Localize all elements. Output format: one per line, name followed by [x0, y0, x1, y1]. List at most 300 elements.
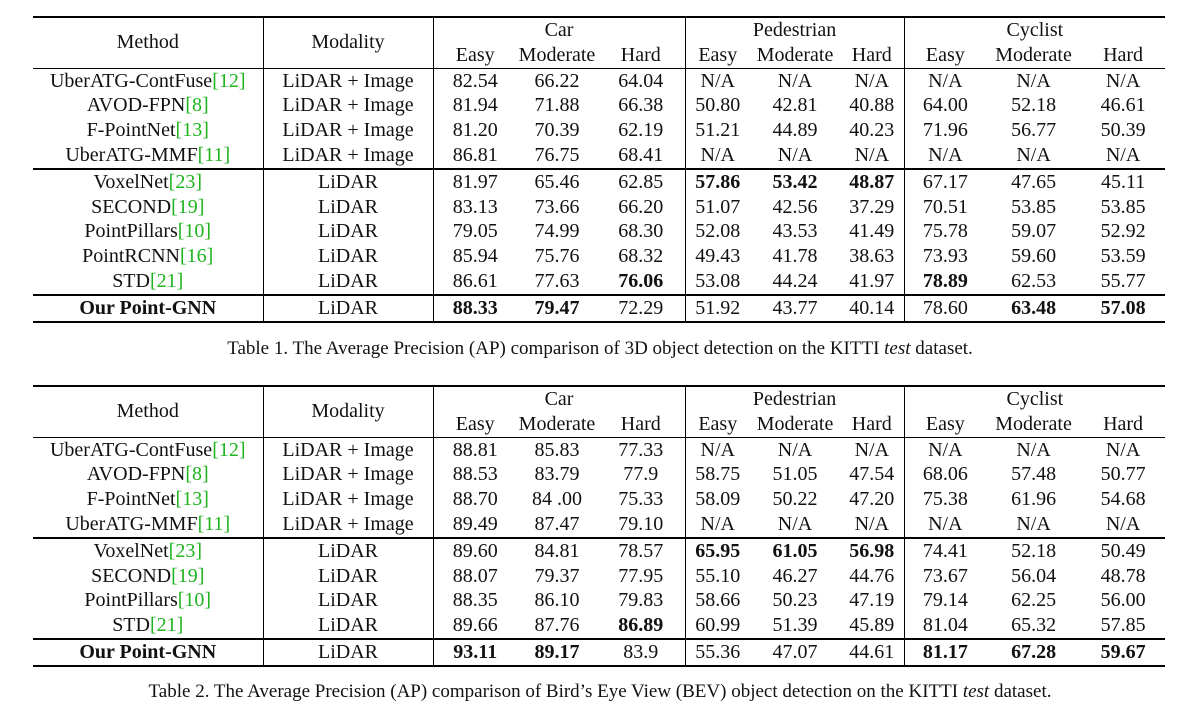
method-name: STD — [112, 614, 150, 637]
value-cell: 85.94 — [433, 244, 517, 269]
value-cell: 84 .00 — [532, 488, 582, 511]
value-cell: 57.86 — [685, 169, 750, 195]
method-name: PointPillars — [84, 220, 178, 243]
value-cell: N/A — [685, 512, 750, 538]
table-1-caption — [0, 338, 1200, 360]
value-cell: 65.95 — [685, 538, 750, 564]
value-cell: 62.19 — [618, 119, 664, 142]
value-cell: N/A — [986, 68, 1081, 93]
value-cell: 76.75 — [534, 143, 580, 166]
header-row-groups — [33, 386, 1165, 412]
value-cell: 81.17 — [904, 639, 986, 666]
table-row — [33, 437, 1165, 462]
value-cell: 70.51 — [904, 195, 986, 220]
value-cell: 84.81 — [517, 538, 597, 564]
value-cell: 68.30 — [618, 220, 664, 243]
method-name: F-PointNet — [86, 488, 176, 511]
value-cell: 75.76 — [534, 245, 580, 268]
citation-link[interactable]: [19] — [171, 195, 205, 218]
value-cell: 77.95 — [618, 564, 664, 587]
value-cell: 78.60 — [904, 295, 986, 322]
method-name: PointRCNN — [82, 245, 180, 268]
value-cell: N/A — [685, 437, 750, 462]
citation-link[interactable]: [23] — [168, 539, 202, 562]
value-cell: N/A — [1081, 437, 1165, 462]
value-cell: 67.28 — [986, 639, 1081, 666]
group-header-car: Car — [433, 17, 685, 43]
method-name: VoxelNet — [93, 539, 169, 562]
caption-italic: test — [884, 338, 911, 359]
value-cell: 51.07 — [685, 195, 750, 220]
value-cell: N/A — [904, 437, 986, 462]
value-cell: N/A — [904, 68, 986, 93]
value-cell: 51.05 — [772, 463, 818, 486]
method-name: VoxelNet — [93, 170, 169, 193]
value-cell: N/A — [1105, 512, 1141, 535]
value-cell: 81.97 — [433, 169, 517, 195]
method-name: UberATG-ContFuse — [49, 438, 213, 461]
modality-cell: LiDAR + Image — [263, 143, 433, 169]
value-cell: 48.87 — [840, 169, 904, 195]
value-cell: 77.33 — [597, 437, 685, 462]
value-cell: 68.41 — [618, 143, 664, 166]
method-cell — [33, 169, 263, 195]
value-cell: 74.99 — [534, 220, 580, 243]
column-header-cyclist-easy: Easy — [904, 43, 986, 68]
value-cell: N/A — [1016, 143, 1051, 166]
value-cell: 53.85 — [1011, 195, 1057, 218]
method-name: Our Point-GNN — [79, 296, 217, 319]
value-cell: N/A — [904, 143, 986, 169]
value-cell: 86.89 — [618, 614, 664, 637]
value-cell: 58.75 — [685, 462, 750, 487]
citation-link[interactable]: [19] — [171, 564, 205, 587]
table-row — [33, 538, 1165, 564]
column-header-cyclist-easy: Easy — [904, 412, 986, 437]
method-cell — [33, 564, 263, 589]
value-cell: 75.33 — [618, 488, 664, 511]
column-header-modality: Modality — [263, 17, 433, 68]
value-cell: 79.14 — [904, 588, 986, 613]
method-cell — [33, 118, 263, 143]
value-cell: N/A — [1016, 512, 1051, 535]
value-cell: 51.21 — [685, 118, 750, 143]
value-cell: 56.98 — [840, 538, 904, 564]
value-cell: 78.89 — [904, 269, 986, 295]
table-row — [33, 143, 1165, 169]
table-row — [33, 269, 1165, 295]
value-cell: 52.18 — [986, 538, 1081, 564]
value-cell: 66.22 — [517, 68, 597, 93]
value-cell: 81.94 — [433, 93, 517, 118]
value-cell: 68.32 — [618, 245, 664, 268]
table-row — [33, 487, 1165, 512]
value-cell: N/A — [1105, 143, 1141, 166]
method-cell — [33, 538, 263, 564]
value-cell: 44.89 — [772, 119, 818, 142]
column-header-cyclist-moderate: Moderate — [995, 43, 1072, 66]
citation-link[interactable]: [8] — [185, 463, 209, 486]
modality-cell: LiDAR + Image — [263, 93, 433, 118]
modality-cell: LiDAR + Image — [263, 68, 433, 93]
value-cell: 79.37 — [534, 564, 580, 587]
value-cell: 71.88 — [534, 94, 580, 117]
value-cell: N/A — [750, 437, 840, 462]
citation-link[interactable]: [21] — [149, 269, 184, 292]
value-cell: 67.17 — [904, 169, 986, 195]
value-cell: 43.77 — [750, 295, 840, 322]
modality-cell: LiDAR — [263, 564, 433, 589]
citation-link[interactable]: [13] — [175, 488, 209, 511]
value-cell: 88.81 — [433, 437, 517, 462]
table-row — [33, 195, 1165, 220]
value-cell: 44.61 — [840, 639, 904, 666]
method-name: STD — [112, 269, 150, 292]
value-cell: N/A — [685, 68, 750, 93]
column-header-pedestrian-easy: Easy — [685, 43, 750, 68]
value-cell: 47.20 — [849, 488, 895, 511]
value-cell: 86.10 — [534, 589, 580, 612]
column-header-car-easy: Easy — [433, 412, 517, 437]
method-cell — [33, 143, 263, 169]
method-cell — [33, 613, 263, 639]
modality-cell: LiDAR — [263, 244, 433, 269]
group-header-pedestrian: Pedestrian — [685, 386, 904, 412]
value-cell: 63.48 — [986, 295, 1081, 322]
value-cell: 73.67 — [904, 564, 986, 589]
group-header-car: Car — [433, 386, 685, 412]
modality-cell: LiDAR + Image — [263, 118, 433, 143]
modality-cell: LiDAR + Image — [263, 437, 433, 462]
value-cell: 71.96 — [904, 118, 986, 143]
method-name: UberATG-ContFuse — [49, 69, 213, 92]
table-2-grid — [33, 385, 1165, 667]
table-row — [33, 169, 1165, 195]
modality-cell: LiDAR + Image — [263, 487, 433, 512]
header-row-groups — [33, 17, 1165, 43]
value-cell: 88.35 — [433, 588, 517, 613]
method-cell — [33, 295, 263, 322]
value-cell: N/A — [777, 512, 813, 535]
modality-cell: LiDAR — [263, 219, 433, 244]
method-name: F-PointNet — [86, 119, 176, 142]
value-cell: 47.07 — [750, 639, 840, 666]
method-name: AVOD-FPN — [86, 94, 186, 117]
column-header-car-hard: Hard — [620, 43, 661, 66]
value-cell: 42.81 — [772, 94, 818, 117]
table-row — [33, 564, 1165, 589]
value-cell: 55.10 — [685, 564, 750, 589]
value-cell: 62.25 — [1011, 589, 1057, 612]
value-cell: 50.77 — [1100, 463, 1146, 486]
value-cell: 75.78 — [904, 219, 986, 244]
citation-link[interactable]: [10] — [177, 589, 212, 612]
modality-cell: LiDAR + Image — [263, 462, 433, 487]
table-1-grid — [33, 16, 1165, 323]
value-cell: N/A — [904, 512, 986, 538]
value-cell: 38.63 — [849, 245, 895, 268]
citation-link[interactable]: [16] — [179, 245, 214, 268]
value-cell: 86.61 — [433, 269, 517, 295]
citation-link[interactable]: [21] — [149, 614, 184, 637]
value-cell: 47.65 — [986, 169, 1081, 195]
value-cell: 56.77 — [1011, 119, 1057, 142]
column-header-pedestrian-easy: Easy — [685, 412, 750, 437]
method-cell — [33, 462, 263, 487]
column-header-car-moderate: Moderate — [518, 43, 596, 66]
table-row — [33, 93, 1165, 118]
method-name: SECOND — [91, 195, 172, 218]
value-cell: 44.76 — [849, 564, 895, 587]
value-cell: 89.60 — [433, 538, 517, 564]
value-cell: 37.29 — [849, 195, 895, 218]
citation-link[interactable]: [13] — [175, 119, 209, 142]
value-cell: 83.9 — [597, 639, 685, 666]
method-name: PointPillars — [84, 589, 178, 612]
value-cell: N/A — [840, 68, 904, 93]
value-cell: N/A — [777, 143, 813, 166]
value-cell: 44.24 — [772, 269, 818, 292]
value-cell: 86.81 — [433, 143, 517, 169]
column-header-car-easy: Easy — [433, 43, 517, 68]
value-cell: 41.49 — [849, 220, 895, 243]
value-cell: 46.61 — [1100, 94, 1146, 117]
value-cell: 62.53 — [1011, 269, 1057, 292]
modality-cell: LiDAR — [263, 538, 433, 564]
column-header-pedestrian-moderate: Moderate — [756, 43, 834, 66]
value-cell: 55.77 — [1100, 269, 1146, 292]
value-cell: 87.47 — [534, 512, 580, 535]
value-cell: 52.18 — [1011, 94, 1057, 117]
value-cell: 57.85 — [1100, 614, 1146, 637]
value-cell: N/A — [685, 143, 750, 169]
caption-suffix: dataset. — [910, 338, 973, 359]
value-cell: 61.05 — [750, 538, 840, 564]
value-cell: 68.06 — [904, 462, 986, 487]
modality-cell: LiDAR — [263, 639, 433, 666]
value-cell: 42.56 — [772, 195, 818, 218]
value-cell: 89.66 — [433, 613, 517, 639]
value-cell: 65.46 — [517, 169, 597, 195]
column-header-method: Method — [33, 386, 263, 437]
value-cell: 56.00 — [1100, 589, 1146, 612]
column-header-modality: Modality — [263, 386, 433, 437]
modality-cell: LiDAR — [263, 295, 433, 322]
value-cell: 50.80 — [685, 93, 750, 118]
value-cell: 51.39 — [772, 614, 818, 637]
value-cell: 49.43 — [685, 244, 750, 269]
citation-link[interactable]: [23] — [168, 170, 202, 193]
table-2-caption — [0, 681, 1200, 703]
value-cell: 55.36 — [685, 639, 750, 666]
value-cell: 50.23 — [772, 589, 818, 612]
value-cell: 48.78 — [1100, 564, 1146, 587]
table-1 — [33, 16, 1165, 323]
caption-italic: test — [962, 681, 990, 702]
method-name: SECOND — [91, 564, 172, 587]
value-cell: 59.67 — [1081, 639, 1165, 666]
value-cell: 59.60 — [1011, 245, 1057, 268]
column-header-pedestrian-hard: Hard — [851, 412, 892, 435]
table-row — [33, 219, 1165, 244]
value-cell: 57.48 — [1011, 463, 1057, 486]
value-cell: 75.38 — [904, 487, 986, 512]
value-cell: 59.07 — [1011, 220, 1057, 243]
modality-cell: LiDAR — [263, 269, 433, 295]
value-cell: 77.9 — [623, 463, 659, 486]
citation-link[interactable]: [12] — [212, 438, 246, 461]
value-cell: 64.00 — [904, 93, 986, 118]
table-2 — [33, 385, 1165, 667]
value-cell: 60.99 — [685, 613, 750, 639]
value-cell: N/A — [986, 437, 1081, 462]
value-cell: 72.29 — [597, 295, 685, 322]
value-cell: 52.08 — [685, 219, 750, 244]
value-cell: 58.09 — [685, 487, 750, 512]
modality-cell: LiDAR — [263, 195, 433, 220]
modality-cell: LiDAR — [263, 613, 433, 639]
group-header-pedestrian: Pedestrian — [685, 17, 904, 43]
citation-link[interactable]: [10] — [177, 220, 212, 243]
table-row — [33, 244, 1165, 269]
value-cell: N/A — [854, 143, 890, 166]
group-header-cyclist: Cyclist — [904, 17, 1165, 43]
value-cell: 53.85 — [1100, 195, 1146, 218]
column-header-method: Method — [33, 17, 263, 68]
value-cell: N/A — [840, 437, 904, 462]
value-cell: 87.76 — [534, 614, 580, 637]
value-cell: 54.68 — [1100, 488, 1146, 511]
value-cell: 45.11 — [1081, 169, 1165, 195]
value-cell: 89.49 — [433, 512, 517, 538]
modality-cell: LiDAR — [263, 588, 433, 613]
table-row — [33, 588, 1165, 613]
method-cell — [33, 68, 263, 93]
value-cell: 61.96 — [1011, 488, 1057, 511]
value-cell: 88.33 — [433, 295, 517, 322]
table-row — [33, 118, 1165, 143]
value-cell: 74.41 — [904, 538, 986, 564]
value-cell: 83.79 — [534, 463, 580, 486]
method-name: AVOD-FPN — [86, 463, 186, 486]
value-cell: 64.04 — [597, 68, 685, 93]
method-name: UberATG-MMF — [65, 512, 198, 535]
column-header-car-moderate: Moderate — [518, 412, 596, 435]
modality-cell: LiDAR + Image — [263, 512, 433, 538]
method-cell — [33, 195, 263, 220]
value-cell: 62.85 — [597, 169, 685, 195]
value-cell: 82.54 — [433, 68, 517, 93]
column-header-car-hard: Hard — [620, 412, 661, 435]
method-name: UberATG-MMF — [65, 143, 198, 166]
method-cell — [33, 588, 263, 613]
value-cell: 88.07 — [433, 564, 517, 589]
method-cell — [33, 244, 263, 269]
method-cell — [33, 437, 263, 462]
value-cell: 58.66 — [685, 588, 750, 613]
caption-suffix: dataset. — [989, 681, 1052, 702]
modality-cell: LiDAR — [263, 169, 433, 195]
method-cell — [33, 639, 263, 666]
value-cell: 50.22 — [772, 488, 818, 511]
citation-link[interactable]: [11] — [197, 143, 231, 166]
column-header-pedestrian-moderate: Moderate — [756, 412, 834, 435]
value-cell: 93.11 — [433, 639, 517, 666]
value-cell: 53.08 — [685, 269, 750, 295]
value-cell: 40.88 — [849, 94, 895, 117]
citation-link[interactable]: [12] — [212, 69, 246, 92]
value-cell: N/A — [854, 512, 890, 535]
value-cell: 79.47 — [517, 295, 597, 322]
value-cell: 73.66 — [534, 195, 580, 218]
table-row — [33, 613, 1165, 639]
value-cell: 66.20 — [618, 195, 664, 218]
value-cell: 65.32 — [1011, 614, 1057, 637]
table-row — [33, 295, 1165, 322]
value-cell: 88.70 — [433, 487, 517, 512]
value-cell: 89.17 — [517, 639, 597, 666]
value-cell: 81.04 — [904, 613, 986, 639]
citation-link[interactable]: [8] — [185, 94, 209, 117]
value-cell: 56.04 — [1011, 564, 1057, 587]
value-cell: 50.39 — [1100, 119, 1146, 142]
value-cell: 81.20 — [433, 118, 517, 143]
method-cell — [33, 487, 263, 512]
value-cell: 41.97 — [849, 269, 895, 292]
value-cell: 50.49 — [1081, 538, 1165, 564]
value-cell: 78.57 — [597, 538, 685, 564]
group-header-cyclist: Cyclist — [904, 386, 1165, 412]
value-cell: 83.13 — [433, 195, 517, 220]
value-cell: N/A — [1081, 68, 1165, 93]
value-cell: 79.10 — [618, 512, 664, 535]
value-cell: 73.93 — [904, 244, 986, 269]
caption-text: Table 2. The Average Precision (AP) comparison of Bird’s Eye View (BEV) object detection on the KITTI — [148, 681, 963, 702]
citation-link[interactable]: [11] — [197, 512, 231, 535]
method-name: Our Point-GNN — [79, 640, 217, 663]
method-cell — [33, 269, 263, 295]
value-cell: 41.78 — [772, 245, 818, 268]
value-cell: 47.54 — [849, 463, 895, 486]
value-cell: 66.38 — [618, 94, 664, 117]
method-cell — [33, 512, 263, 538]
value-cell: 46.27 — [772, 564, 818, 587]
value-cell: 76.06 — [618, 269, 664, 292]
value-cell: 52.92 — [1100, 220, 1146, 243]
value-cell: 77.63 — [534, 269, 580, 292]
value-cell: 79.83 — [618, 589, 664, 612]
method-cell — [33, 219, 263, 244]
value-cell: 53.42 — [750, 169, 840, 195]
value-cell: 88.53 — [433, 462, 517, 487]
value-cell: N/A — [750, 68, 840, 93]
method-cell — [33, 93, 263, 118]
column-header-cyclist-hard: Hard — [1103, 43, 1144, 66]
value-cell: 43.53 — [772, 220, 818, 243]
value-cell: 40.23 — [849, 119, 895, 142]
value-cell: 51.92 — [685, 295, 750, 322]
table-row — [33, 512, 1165, 538]
column-header-cyclist-moderate: Moderate — [995, 412, 1072, 435]
table-row — [33, 462, 1165, 487]
value-cell: 45.89 — [849, 614, 895, 637]
value-cell: 85.83 — [517, 437, 597, 462]
value-cell: 79.05 — [433, 219, 517, 244]
table-row — [33, 68, 1165, 93]
value-cell: 70.39 — [534, 119, 580, 142]
value-cell: 47.19 — [849, 589, 895, 612]
column-header-pedestrian-hard: Hard — [851, 43, 892, 66]
